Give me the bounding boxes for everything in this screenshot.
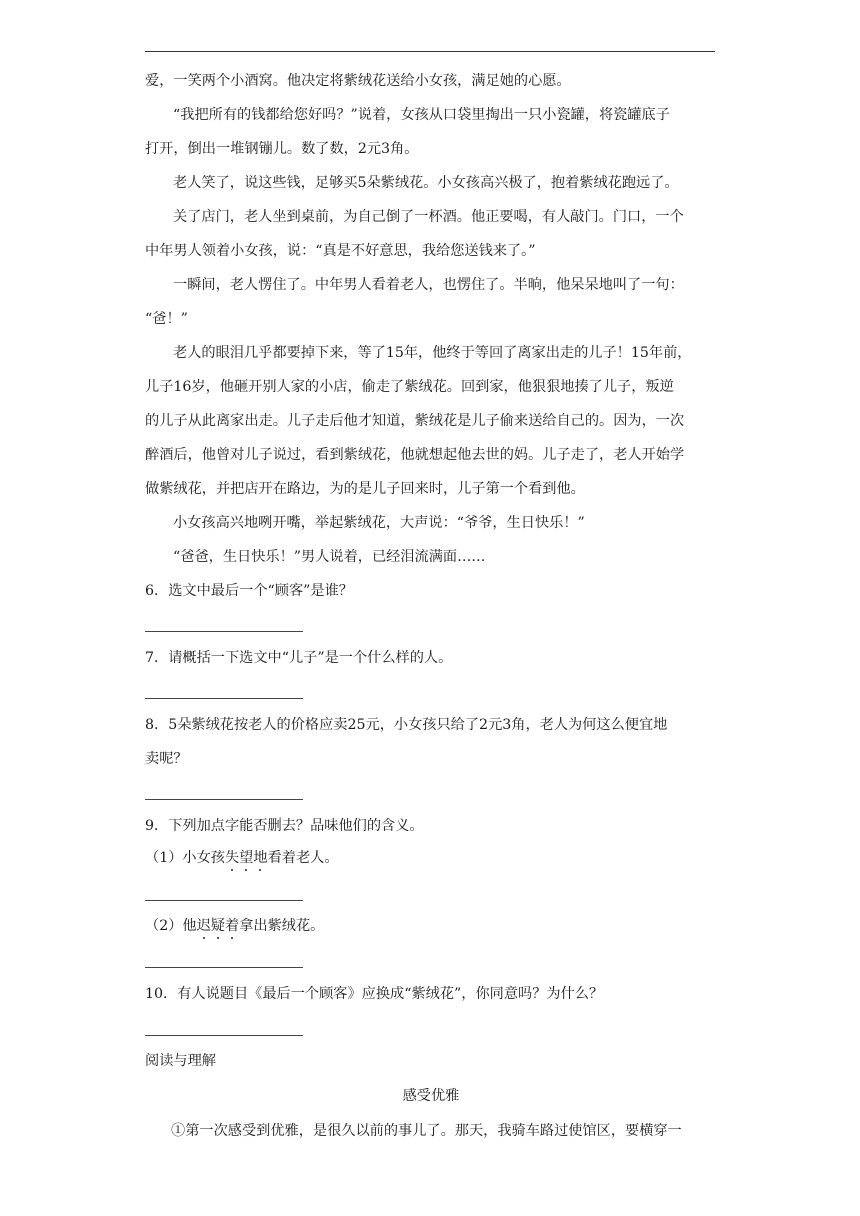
answer-line-9-2[interactable] xyxy=(145,967,303,968)
emphasis-dot-char: 望 xyxy=(239,850,254,866)
question-9-1 xyxy=(145,849,339,867)
emphasis-dot-char: 着 xyxy=(225,918,240,934)
question-6: 6．选文中最后一个“顾客”是谁？ xyxy=(145,583,353,599)
story-line: 小女孩高兴地咧开嘴，举起紫绒花，大声说：“爷爷，生日快乐！” xyxy=(173,515,585,531)
story-line: 中年男人领着小女孩，说：“真是不好意思，我给您送钱来了。” xyxy=(145,243,536,259)
emphasis-dot-char: 地 xyxy=(253,850,268,866)
q9-1-suffix: 看着老人。 xyxy=(267,850,339,866)
question-9: 9．下列加点字能否删去？品味他们的含义。 xyxy=(145,818,424,834)
emphasis-dot-char: 失 xyxy=(224,850,240,866)
answer-line-10[interactable] xyxy=(145,1035,303,1036)
emphasis-dot-char: 迟 xyxy=(196,918,211,934)
article-title: 感受优雅 xyxy=(402,1088,460,1104)
story-line: 老人笑了，说这些钱，足够买5朵紫绒花。小女孩高兴极了，抱着紫绒花跑远了。 xyxy=(173,175,679,191)
story-line: 的儿子从此离家出走。儿子走后他才知道，紫绒花是儿子偷来送给自己的。因为，一次 xyxy=(145,413,685,429)
question-10: 10．有人说题目《最后一个顾客》应换成“紫绒花”，你同意吗？为什么？ xyxy=(145,986,604,1002)
story-line: “爸！” xyxy=(145,311,188,327)
article-paragraph: ①第一次感受到优雅，是很久以前的事儿了。那天，我骑车路过使馆区，要横穿一 xyxy=(171,1123,682,1139)
story-line: 打开，倒出一堆钢镚儿。数了数，2元3角。 xyxy=(145,141,419,157)
story-line: 老人的眼泪几乎都要掉下来，等了15年，他终于等回了离家出走的儿子！15年前， xyxy=(173,345,692,361)
question-7: 7．请概括一下选文中“儿子”是一个什么样的人。 xyxy=(145,650,453,666)
answer-line-9-1[interactable] xyxy=(145,900,303,901)
story-line: 儿子16岁，他砸开别人家的小店，偷走了紫绒花。回到家，他狠狠地揍了儿子，叛逆 xyxy=(145,379,674,395)
section-heading: 阅读与理解 xyxy=(145,1053,216,1069)
header-rule xyxy=(145,51,715,52)
story-line: 醉酒后，他曾对儿子说过，看到紫绒花，他就想起他去世的妈。儿子走了，老人开始学 xyxy=(145,447,685,463)
story-line: “爸爸，生日快乐！”男人说着，已经泪流满面…… xyxy=(173,549,486,565)
story-line: 做紫绒花，并把店开在路边，为的是儿子回来时，儿子第一个看到他。 xyxy=(145,481,585,497)
answer-line-7[interactable] xyxy=(145,698,303,699)
question-9-2 xyxy=(145,917,324,935)
emphasis-dot-char: 疑 xyxy=(210,918,225,934)
question-8: 8．5朵紫绒花按老人的价格应卖25元，小女孩只给了2元3角，老人为何这么便宜地 xyxy=(145,717,668,733)
answer-line-8[interactable] xyxy=(145,799,303,800)
story-line: 一瞬间，老人愣住了。中年男人看着老人，也愣住了。半晌，他呆呆地叫了一句： xyxy=(173,277,684,293)
question-8-cont: 卖呢？ xyxy=(145,751,188,767)
q9-2-suffix: 拿出紫绒花。 xyxy=(239,918,325,934)
story-line: 关了店门，老人坐到桌前，为自己倒了一杯酒。他正要喝，有人敲门。门口，一个 xyxy=(173,209,684,225)
q9-1-prefix: （1）小女孩 xyxy=(145,850,225,866)
q9-2-prefix: （2）他 xyxy=(145,918,197,934)
answer-line-6[interactable] xyxy=(145,631,303,632)
story-line: “我把所有的钱都给您好吗？”说着，女孩从口袋里掏出一只小瓷罐，将瓷罐底子 xyxy=(173,107,670,123)
story-line: 爱，一笑两个小酒窝。他决定将紫绒花送给小女孩，满足她的心愿。 xyxy=(145,73,571,89)
